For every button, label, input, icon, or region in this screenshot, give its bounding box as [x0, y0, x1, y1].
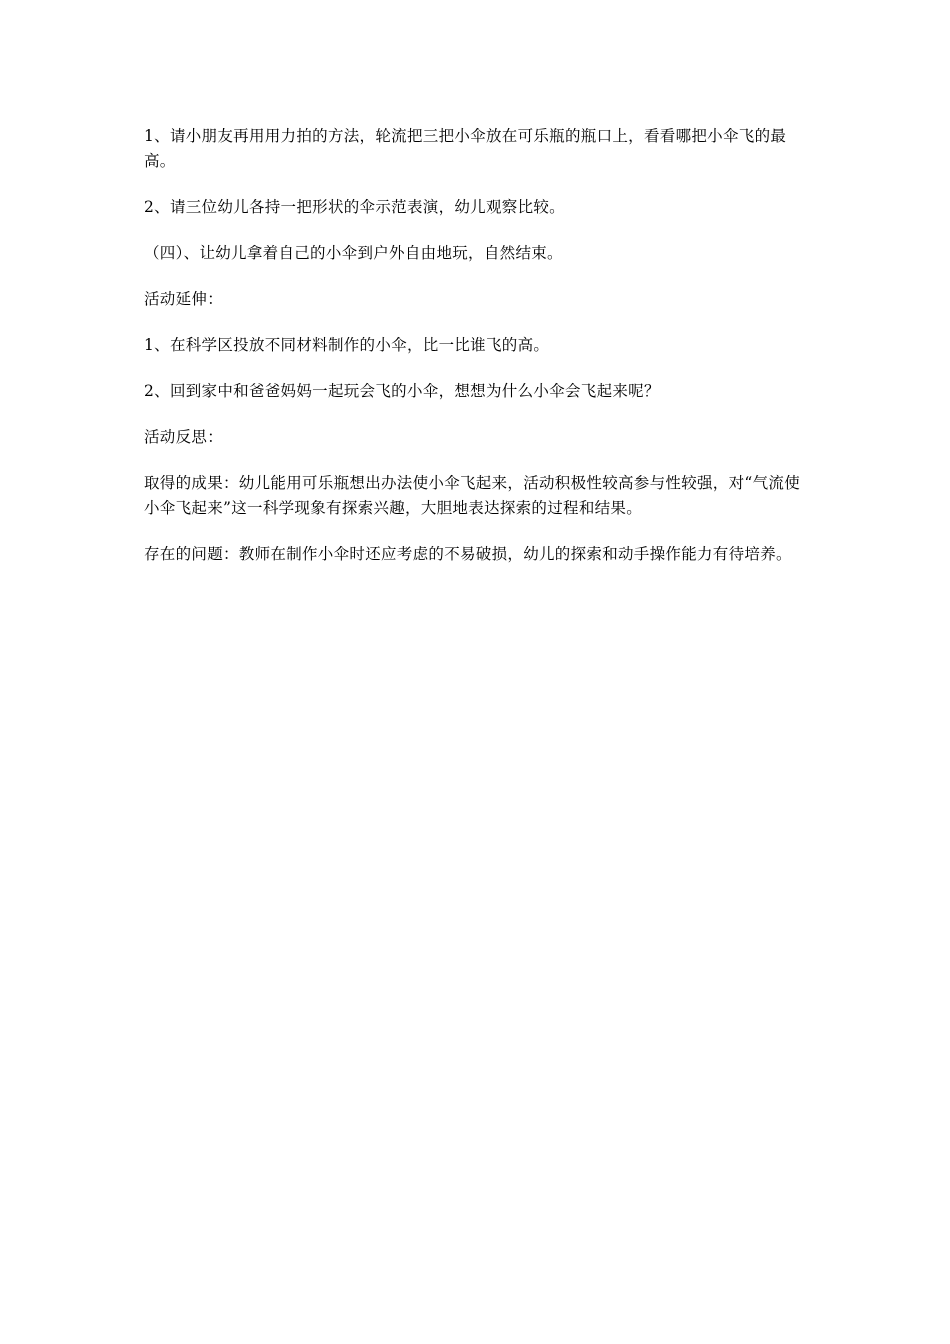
paragraph-problems: 存在的问题：教师在制作小伞时还应考虑的不易破损，幼儿的探索和动手操作能力有待培养。 [144, 545, 792, 563]
paragraph-achievements: 取得的成果：幼儿能用可乐瓶想出办法使小伞飞起来，活动积极性较高参与性较强，对“气流使小伞飞起来”这一科学现象有探索兴趣，大胆地表达探索的过程和结果。 [144, 474, 801, 517]
paragraph-step-1: 1、请小朋友再用用力拍的方法，轮流把三把小伞放在可乐瓶的瓶口上，看看哪把小伞飞的最高。 [144, 127, 787, 170]
paragraph-section-4: （四）、让幼儿拿着自己的小伞到户外自由地玩，自然结束。 [144, 244, 563, 262]
document-body [144, 124, 814, 588]
paragraph-extension-2: 2、回到家中和爸爸妈妈一起玩会飞的小伞，想想为什么小伞会飞起来呢？ [144, 382, 660, 400]
heading-activity-extension: 活动延伸： [144, 290, 224, 308]
paragraph-step-2: 2、请三位幼儿各持一把形状的伞示范表演，幼儿观察比较。 [144, 198, 565, 216]
heading-activity-reflection: 活动反思： [144, 428, 224, 446]
paragraph-extension-1: 1、在科学区投放不同材料制作的小伞，比一比谁飞的高。 [144, 336, 550, 354]
